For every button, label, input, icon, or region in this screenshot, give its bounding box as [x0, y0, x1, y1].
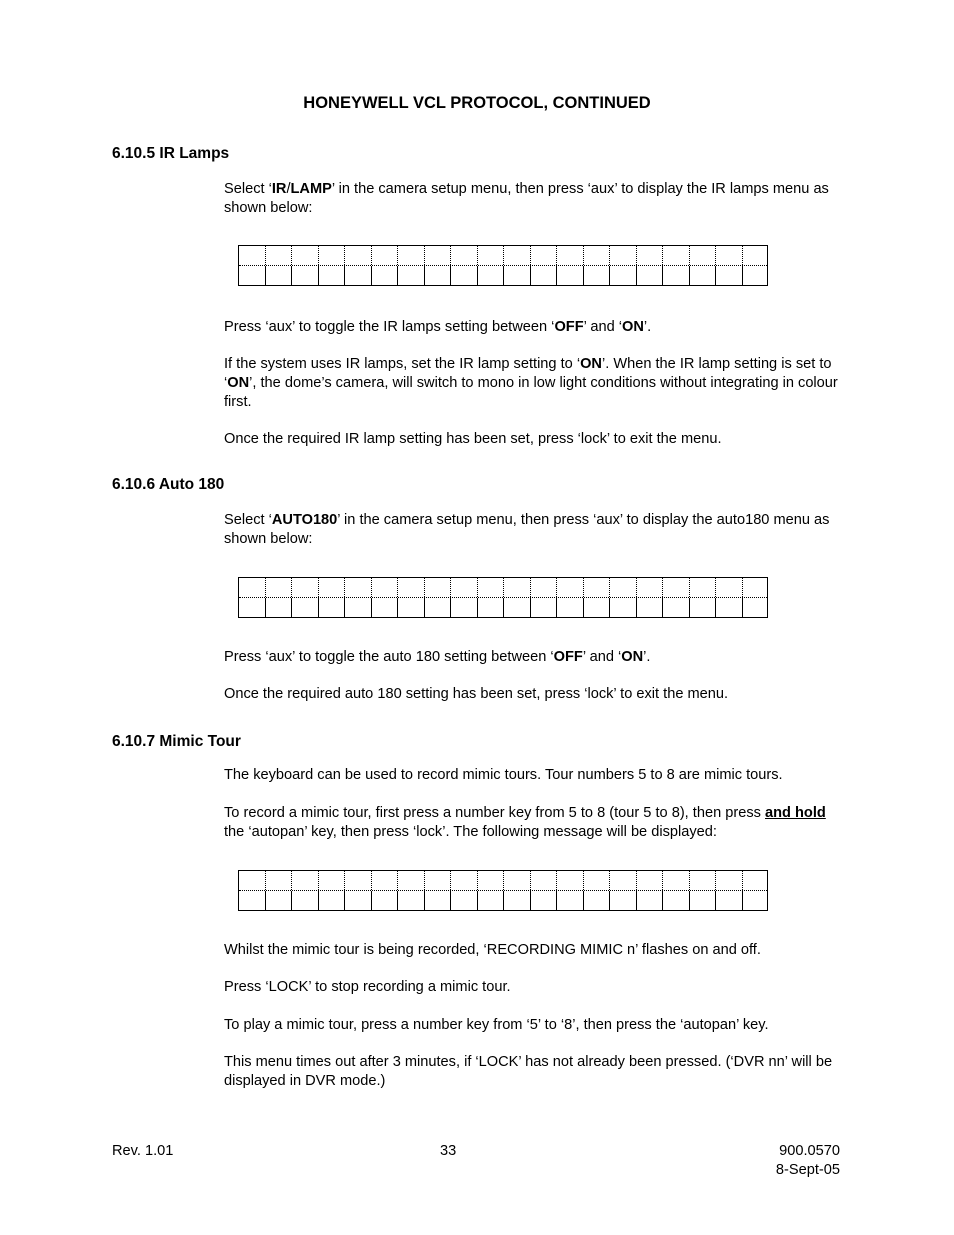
ir-intro-paragraph: Select ‘IR/LAMP’ in the camera setup menu, then press ‘aux’ to display the IR lamps menu as shown below: — [224, 181, 829, 216]
lcd-display-grid — [238, 577, 768, 618]
mimic-record-paragraph: To record a mimic tour, first press a number key from 5 to 8 (tour 5 to 8), then press and hold the ‘autopan’ key, then press ‘lock’. The following message will be displayed: — [224, 805, 826, 840]
auto180-toggle-paragraph: Press ‘aux’ to toggle the auto 180 setting between ‘OFF’ and ‘ON’. — [224, 649, 651, 665]
mimic-timeout-paragraph: This menu times out after 3 minutes, if ‘LOCK’ has not already been pressed. (‘DVR nn’ will be displayed in DVR mode.) — [224, 1054, 833, 1089]
auto180-intro-paragraph: Select ‘AUTO180’ in the camera setup menu, then press ‘aux’ to display the auto180 menu as shown below: — [224, 512, 830, 547]
footer-doc-number: 900.0570 — [779, 1143, 840, 1159]
footer-page-number: 33 — [440, 1143, 457, 1159]
section-heading-mimic-tour: 6.10.7 Mimic Tour — [112, 733, 241, 750]
mimic-intro-paragraph: The keyboard can be used to record mimic tours. Tour numbers 5 to 8 are mimic tours. — [224, 767, 783, 783]
page-title: HONEYWELL VCL PROTOCOL, CONTINUED — [303, 94, 651, 112]
ir-usage-paragraph: If the system uses IR lamps, set the IR lamp setting to ‘ON’. When the IR lamp setting is set to ‘ON’, the dome’s camera, will switch to mono in low light conditions without integrating in colour first. — [224, 356, 838, 410]
footer-revision: Rev. 1.01 — [112, 1143, 174, 1159]
footer-doc-info — [700, 1142, 840, 1180]
auto180-exit-paragraph: Once the required auto 180 setting has been set, press ‘lock’ to exit the menu. — [224, 686, 729, 702]
section-heading-ir-lamps: 6.10.5 IR Lamps — [112, 145, 230, 162]
lcd-display-grid — [238, 870, 768, 911]
mimic-recording-paragraph: Whilst the mimic tour is being recorded, ‘RECORDING MIMIC n’ flashes on and off. — [224, 942, 761, 958]
mimic-play-paragraph: To play a mimic tour, press a number key from ‘5’ to ‘8’, then press the ‘autopan’ key. — [224, 1017, 769, 1033]
ir-exit-paragraph: Once the required IR lamp setting has been set, press ‘lock’ to exit the menu. — [224, 431, 722, 447]
section-heading-auto-180: 6.10.6 Auto 180 — [112, 476, 225, 493]
footer-date: 8-Sept-05 — [775, 1162, 840, 1178]
mimic-stop-paragraph: Press ‘LOCK’ to stop recording a mimic tour. — [224, 979, 511, 995]
lcd-display-grid — [238, 245, 768, 286]
ir-toggle-paragraph: Press ‘aux’ to toggle the IR lamps setting between ‘OFF’ and ‘ON’. — [224, 319, 652, 335]
